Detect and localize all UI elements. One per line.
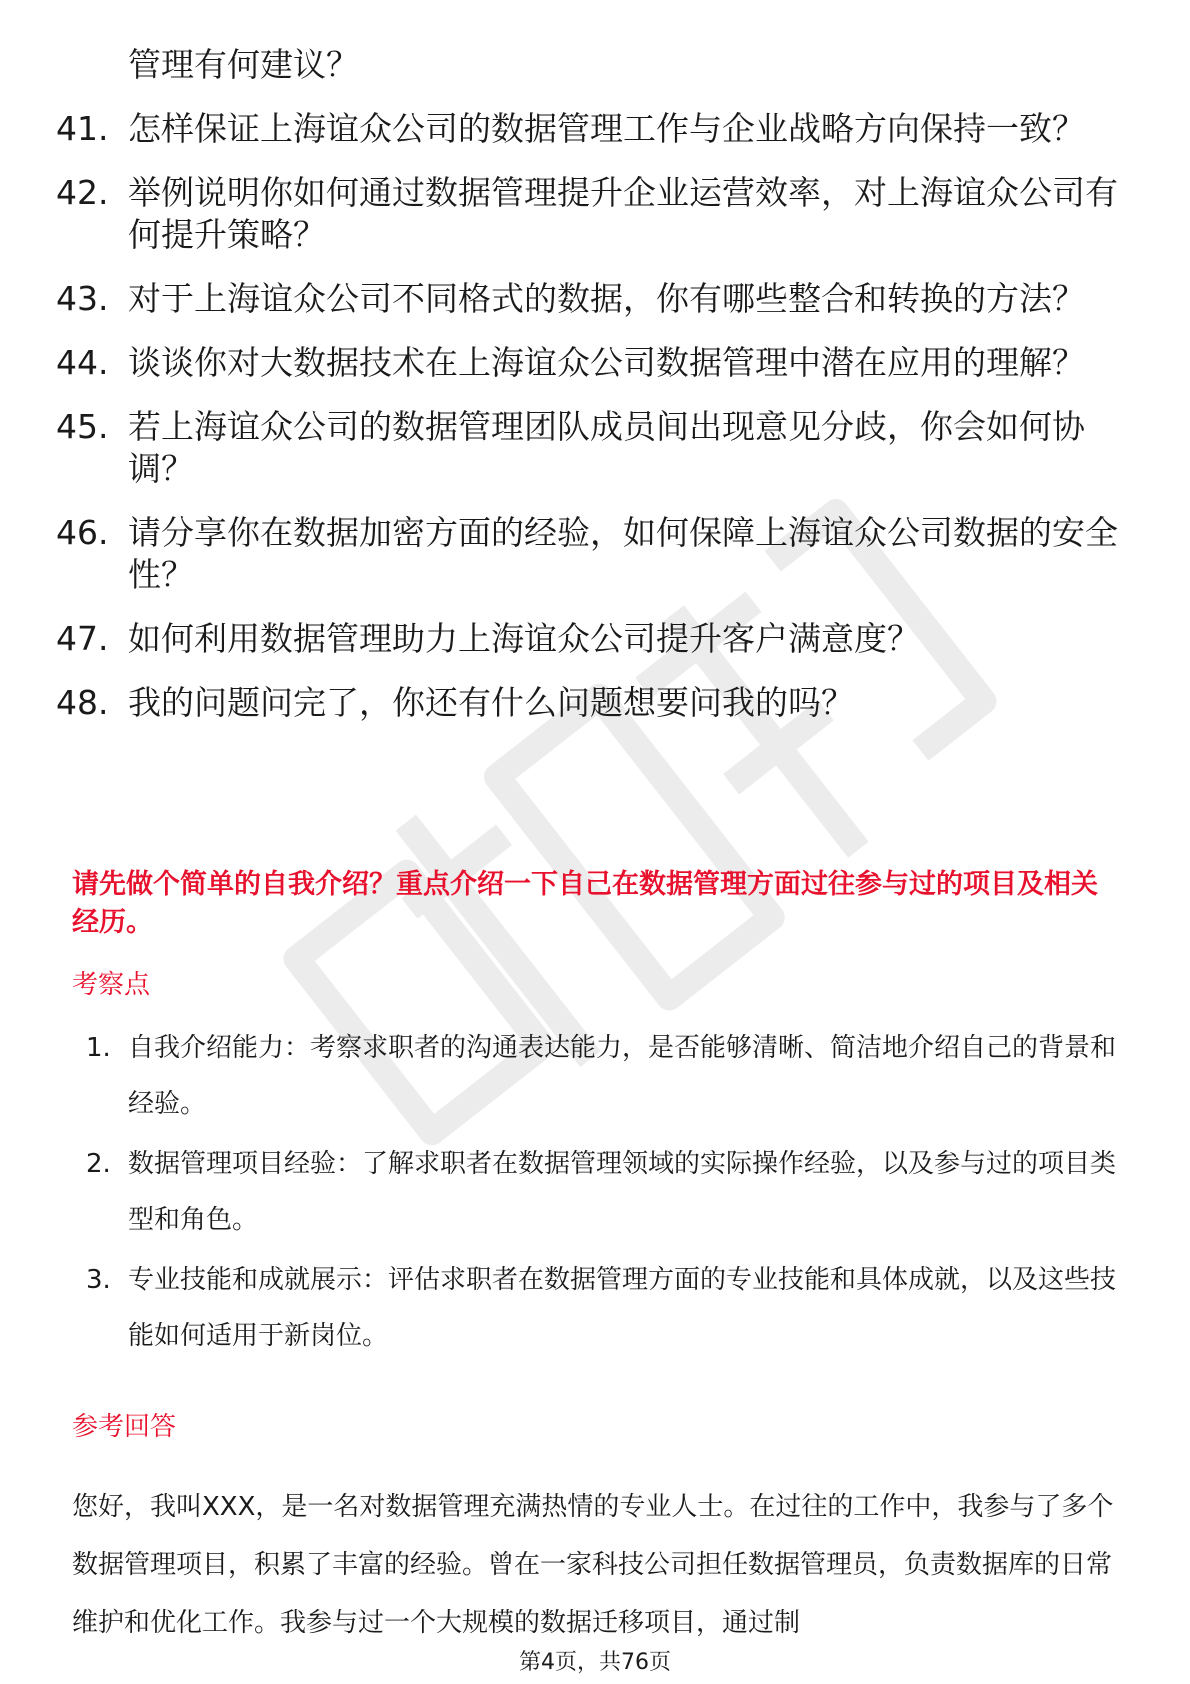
question-number: 45. [56, 407, 109, 446]
point-number: 1. [86, 1033, 111, 1063]
question-item [56, 618, 1136, 660]
question-continued-text: 管理有何建议？ [128, 45, 359, 84]
question-number: 47. [56, 619, 109, 658]
question-text: 谈谈你对大数据技术在上海谊众公司数据管理中潜在应用的理解？ [128, 343, 1085, 382]
question-text: 如何利用数据管理助力上海谊众公司提升客户满意度？ [128, 619, 920, 658]
point-number: 2. [86, 1149, 111, 1179]
question-text: 怎样保证上海谊众公司的数据管理工作与企业战略方向保持一致？ [128, 109, 1085, 148]
question-item [56, 406, 1136, 490]
question-item [56, 278, 1136, 320]
section-title: 请先做个简单的自我介绍？重点介绍一下自己在数据管理方面过往参与过的项目及相关经历。 [72, 869, 1098, 938]
point-number: 3. [86, 1265, 111, 1295]
answer-text: 您好，我叫XXX，是一名对数据管理充满热情的专业人士。在过往的工作中，我参与了多个数据管理项目，积累了丰富的经验。曾在一家科技公司担任数据管理员，负责数据库的日常维护和优化工作。我参与过一个大规模的数据迁移项目，通过制 [72, 1492, 1114, 1638]
point-item [72, 1252, 1132, 1364]
question-number: 46. [56, 513, 109, 552]
question-item [56, 108, 1136, 150]
question-number: 44. [56, 343, 109, 382]
points-heading: 考察点 [72, 970, 151, 1000]
question-number: 41. [56, 109, 109, 148]
point-item [72, 1020, 1132, 1132]
question-list [56, 44, 1136, 746]
question-number: 42. [56, 173, 109, 212]
question-text: 举例说明你如何通过数据管理提升企业运营效率，对上海谊众公司有何提升策略？ [128, 173, 1118, 254]
question-continued [56, 44, 1136, 86]
question-text: 对于上海谊众公司不同格式的数据，你有哪些整合和转换的方法？ [128, 279, 1085, 318]
question-number: 43. [56, 279, 109, 318]
question-text: 若上海谊众公司的数据管理团队成员间出现意见分歧，你会如何协调？ [128, 407, 1085, 488]
point-item [72, 1136, 1132, 1248]
page-footer: 第4页，共76页 [519, 1650, 671, 1675]
question-item [56, 172, 1136, 256]
points-list [72, 1020, 1132, 1368]
point-text: 数据管理项目经验：了解求职者在数据管理领域的实际操作经验，以及参与过的项目类型和角色。 [128, 1149, 1117, 1235]
answer-heading: 参考回答 [72, 1412, 177, 1442]
question-item [56, 682, 1136, 724]
question-item [56, 342, 1136, 384]
question-item [56, 512, 1136, 596]
question-number: 48. [56, 683, 109, 722]
point-text: 专业技能和成就展示：评估求职者在数据管理方面的专业技能和具体成就，以及这些技能如何适用于新岗位。 [128, 1265, 1117, 1351]
question-text: 我的问题问完了，你还有什么问题想要问我的吗？ [128, 683, 854, 722]
question-text: 请分享你在数据加密方面的经验，如何保障上海谊众公司数据的安全性？ [128, 513, 1118, 594]
point-text: 自我介绍能力：考察求职者的沟通表达能力，是否能够清晰、简洁地介绍自己的背景和经验。 [128, 1033, 1117, 1119]
